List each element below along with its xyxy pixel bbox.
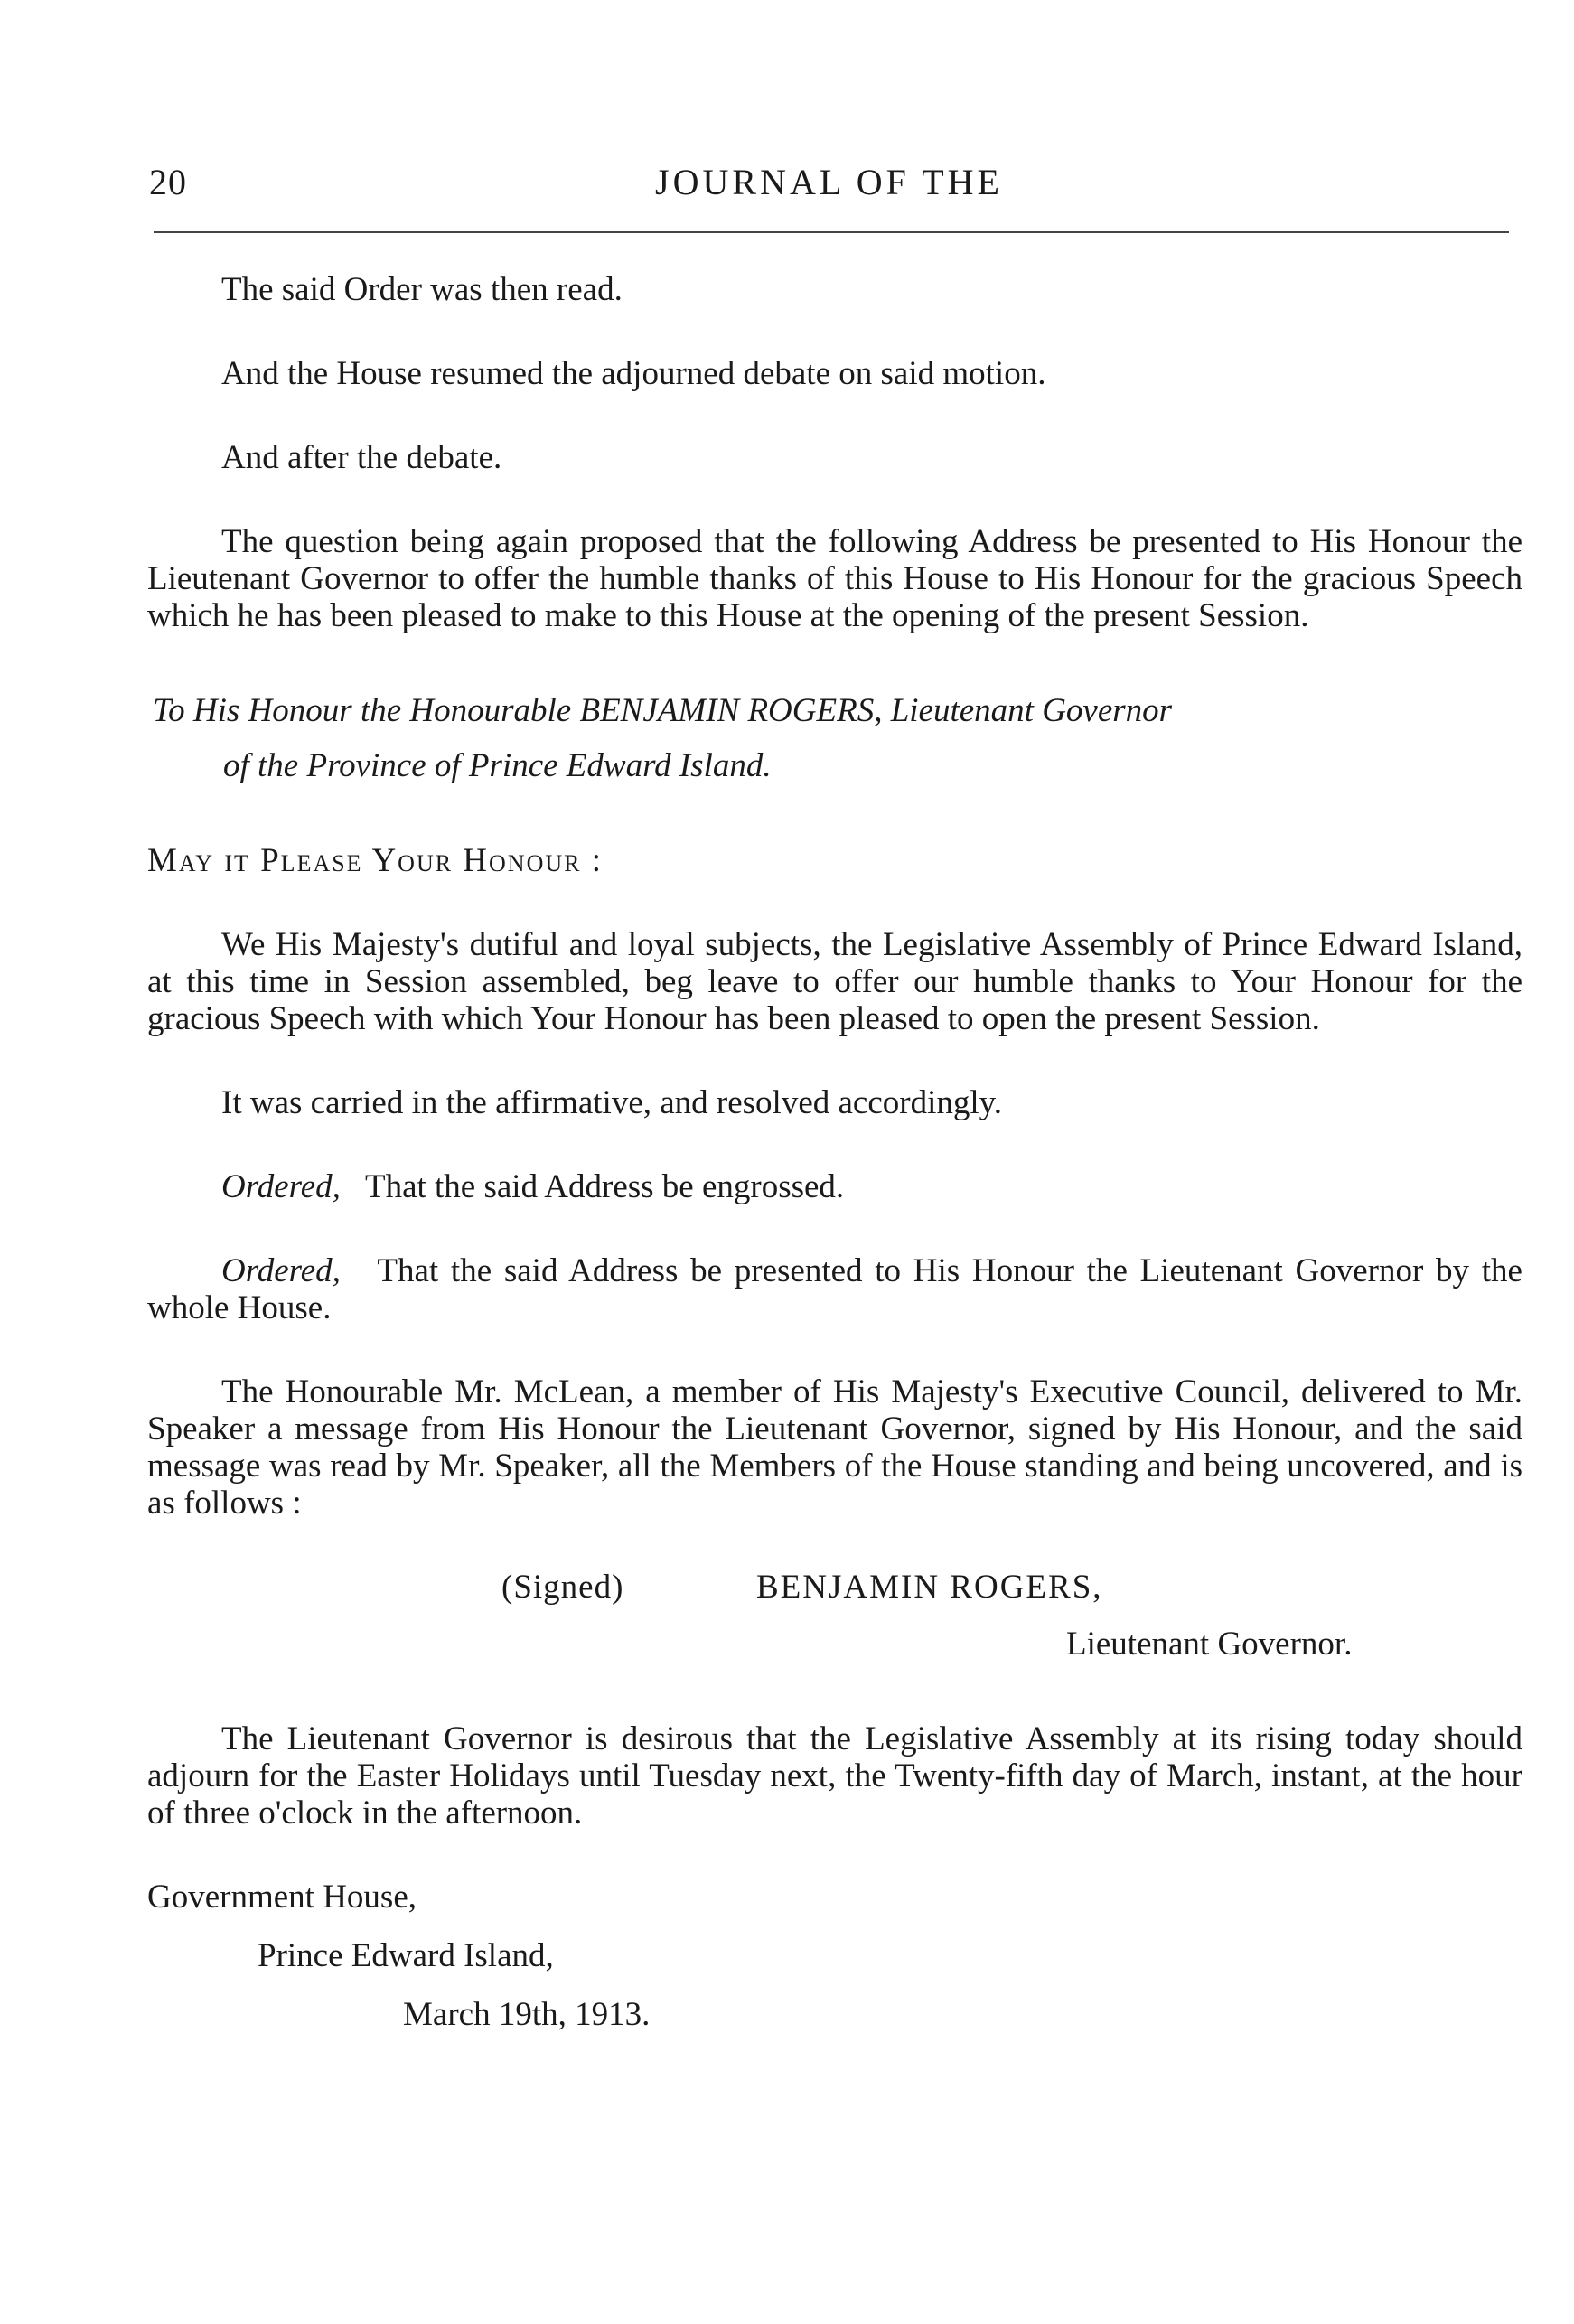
page-header bbox=[149, 161, 1509, 215]
address-heading-line-1: To His Honour the Honourable BENJAMIN ROGERS, Lieutenant Governor bbox=[153, 692, 1173, 729]
address-heading-line-2: of the Province of Prince Edward Island. bbox=[223, 747, 772, 784]
paragraph-adjournment-message: The Lieutenant Governor is desirous that the Legislative Assembly at its rising today should adjourn for the Easter Holidays until Tuesday next, the Twenty-fifth day of March, instant, at the hour of three o'clock in the afternoon. bbox=[147, 1720, 1522, 1832]
ordered-label: Ordered, bbox=[221, 1252, 341, 1289]
closing-place: Government House, bbox=[147, 1879, 417, 1916]
closing-province: Prince Edward Island, bbox=[258, 1937, 554, 1974]
paragraph-question-proposed: The question being again proposed that the following Address be presented to His Honour the Lieutenant Governor to offer the humble thanks of this House to His Honour for the gracious Speech which he has been pleased to make to this House at the opening of the present Session. bbox=[147, 523, 1522, 634]
paragraph-order-read: The said Order was then read. bbox=[221, 271, 623, 308]
paragraph-after-debate: And after the debate. bbox=[221, 439, 502, 476]
running-head: JOURNAL OF THE bbox=[655, 162, 1003, 202]
ordered-text: That the said Address be presented to His Honour the Lieutenant Governor by the whole House. bbox=[147, 1252, 1522, 1326]
header-rule bbox=[154, 231, 1509, 233]
page-number: 20 bbox=[149, 162, 187, 202]
signed-label: (Signed) bbox=[501, 1569, 624, 1606]
paragraph-debate-resumed: And the House resumed the adjourned debate on said motion. bbox=[221, 355, 1046, 392]
signatory-name: BENJAMIN ROGERS, bbox=[756, 1569, 1103, 1606]
paragraph-carried: It was carried in the affirmative, and resolved accordingly. bbox=[221, 1084, 1003, 1121]
paragraph-address-body: We His Majesty's dutiful and loyal subjects, the Legislative Assembly of Prince Edward Island, at this time in Session assembled, beg leave to offer our humble thanks to Your Honour for the gracious Speech with which Your Honour has been pleased to open the present Session. bbox=[147, 926, 1522, 1037]
paragraph-ordered-presented bbox=[147, 1252, 1522, 1326]
body-text bbox=[147, 271, 1522, 2033]
ordered-text: That the said Address be engrossed. bbox=[364, 1168, 845, 1205]
ordered-label: Ordered, bbox=[221, 1168, 341, 1205]
signatory-title: Lieutenant Governor. bbox=[1066, 1626, 1353, 1663]
signature-line bbox=[147, 1569, 1522, 1606]
closing-date: March 19th, 1913. bbox=[403, 1996, 651, 2033]
paragraph-message-delivered: The Honourable Mr. McLean, a member of His Majesty's Executive Council, delivered to Mr. Speaker a message from His Honour the Lieutenant Governor, signed by His Honour, and the said message was read by Mr. Speaker, all the Members of the House standing and being uncovered, and is as follows : bbox=[147, 1373, 1522, 1522]
paragraph-ordered-engrossed bbox=[147, 1168, 1522, 1205]
salutation: May it Please Your Honour : bbox=[147, 842, 604, 879]
